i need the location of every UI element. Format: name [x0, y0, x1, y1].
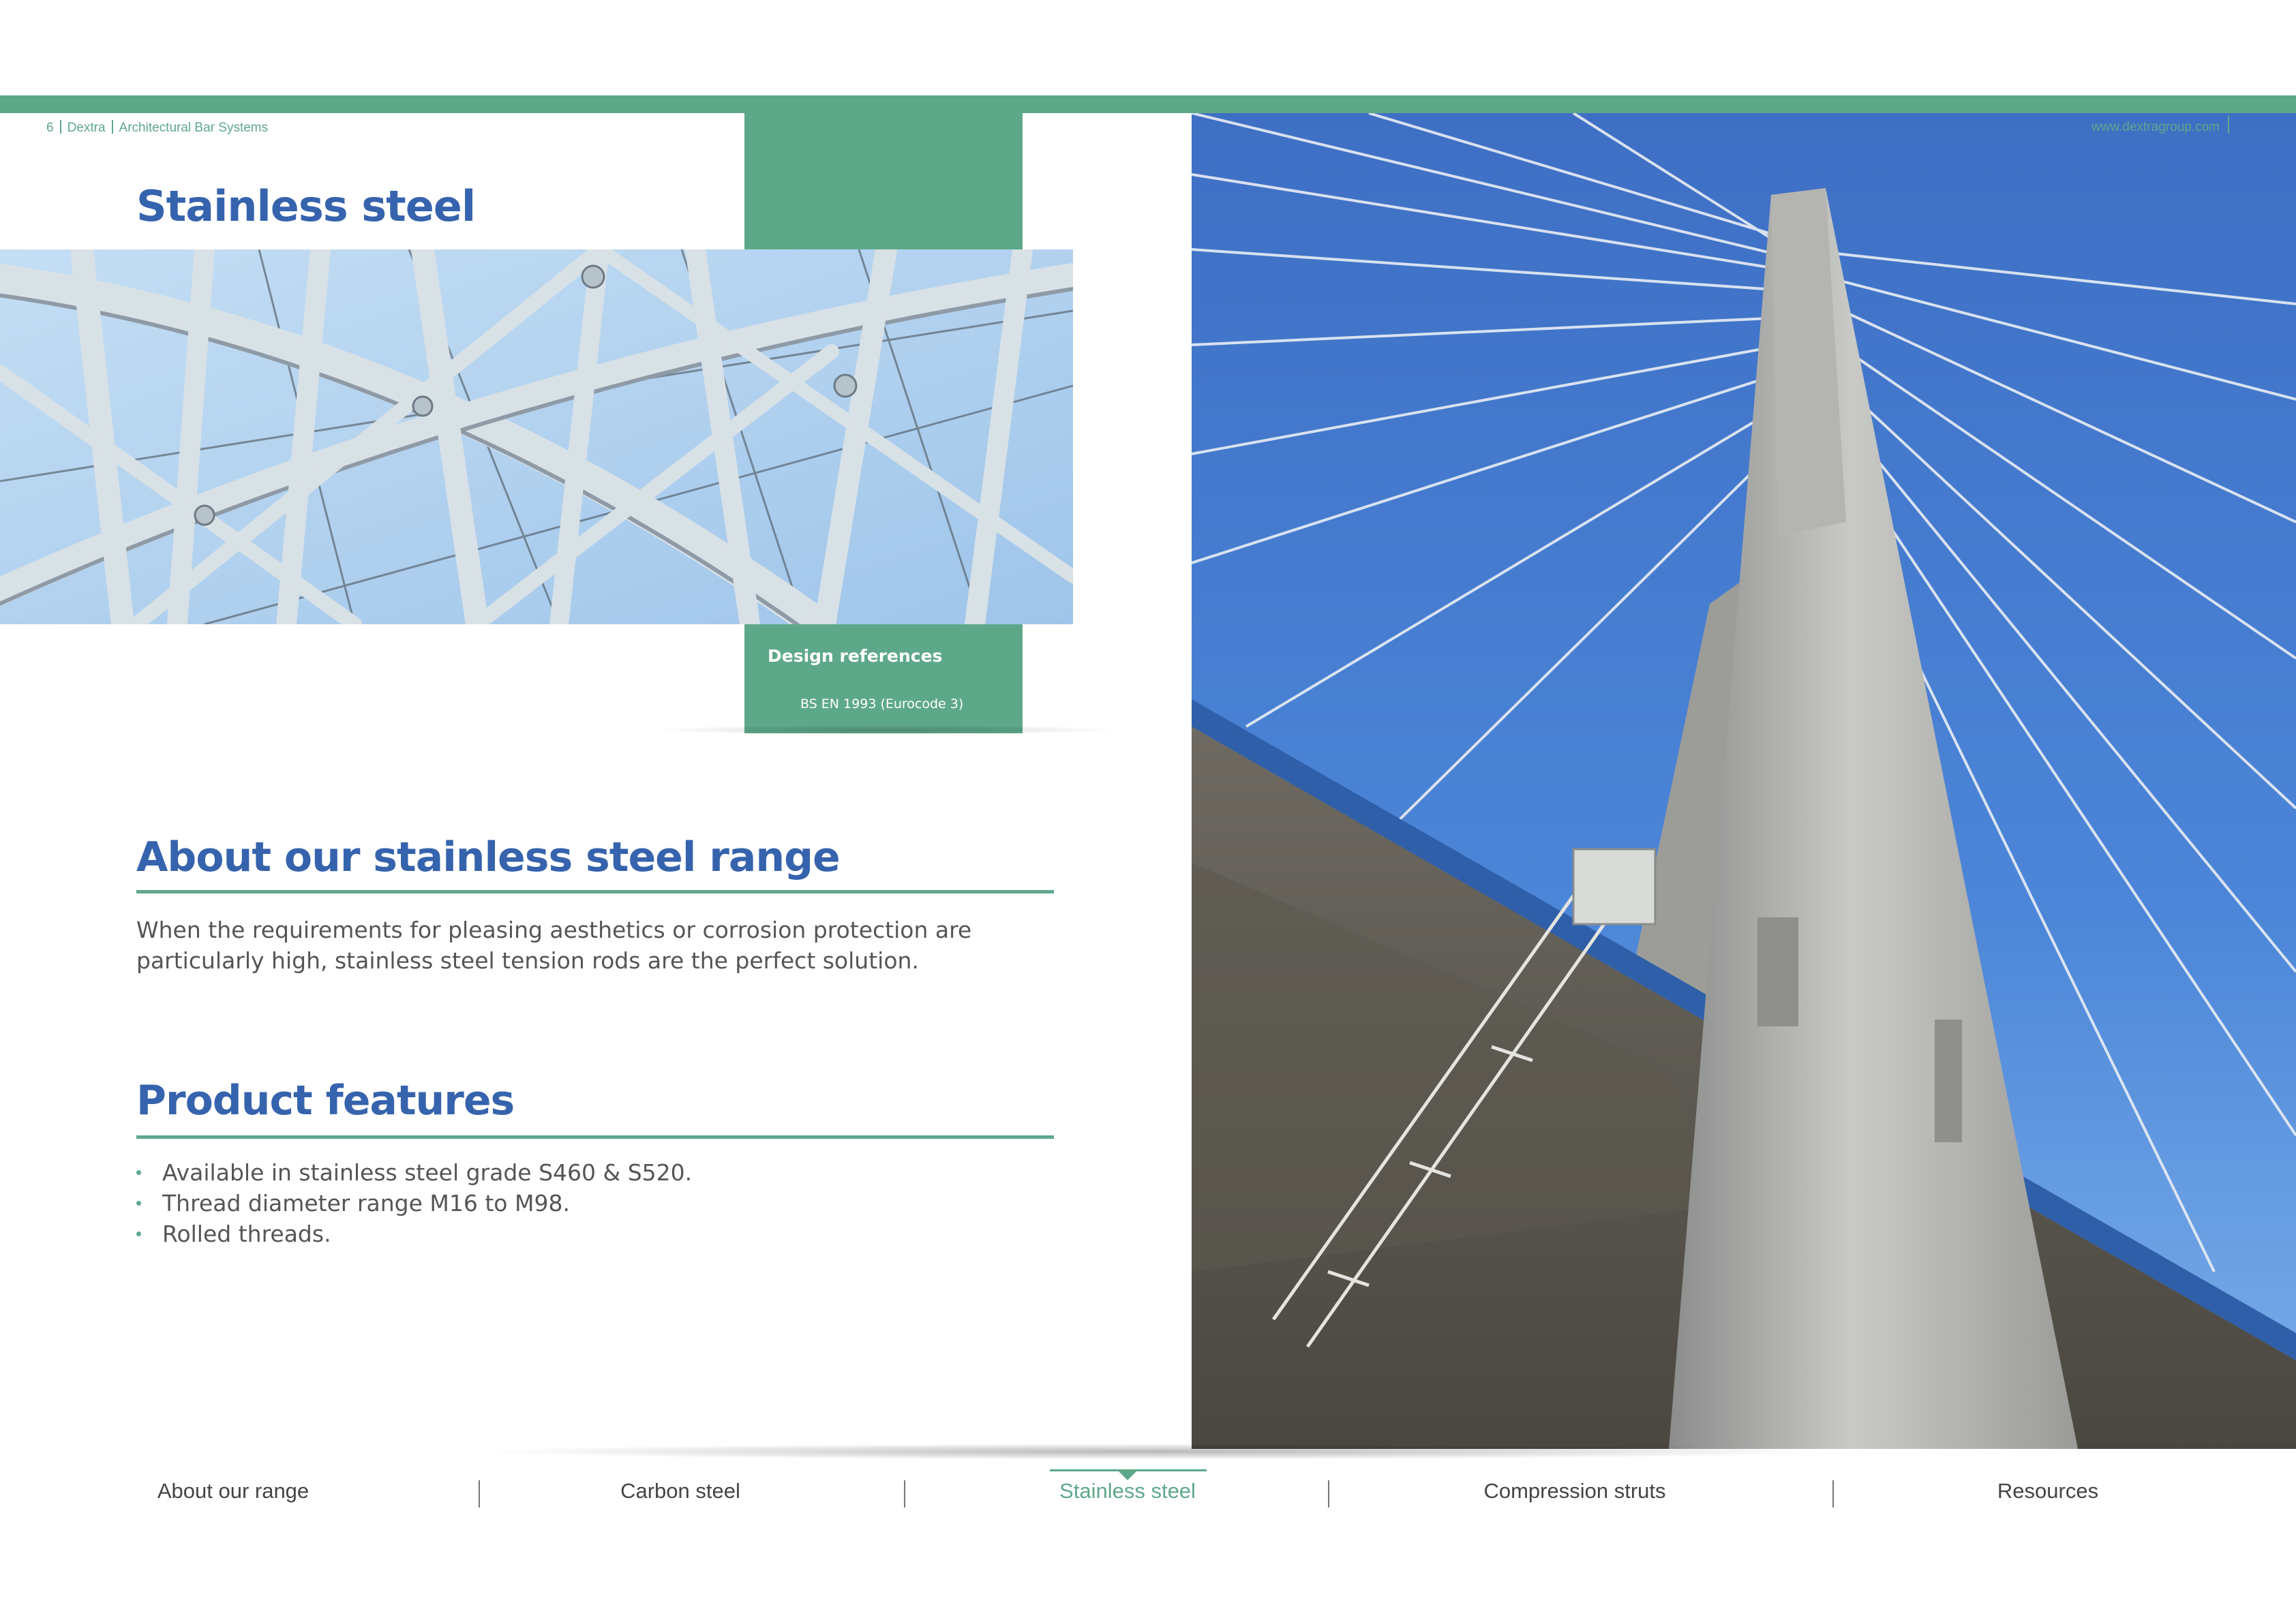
- page-number: 6: [46, 121, 54, 135]
- tab-carbon-steel[interactable]: Carbon steel: [620, 1479, 740, 1503]
- left-page: [0, 113, 1192, 1449]
- tab-about-our-range[interactable]: About our range: [157, 1479, 309, 1503]
- design-references-title: Design references: [768, 646, 943, 666]
- list-item: [136, 1157, 692, 1188]
- tab-stainless-steel[interactable]: Stainless steel: [1059, 1479, 1196, 1503]
- nav-divider: [904, 1480, 905, 1508]
- tab-compression-struts[interactable]: Compression struts: [1483, 1479, 1666, 1503]
- list-item: [136, 1219, 692, 1249]
- bullet-icon: [136, 1201, 141, 1206]
- design-reference-item: BS EN 1993 (Eurocode 3): [800, 697, 964, 711]
- panel-shadow: [648, 725, 1125, 735]
- page-header: [46, 120, 268, 136]
- features-heading: Product features: [136, 1077, 515, 1124]
- page-title: Stainless steel: [136, 181, 476, 231]
- nav-divider: [1328, 1480, 1329, 1508]
- publication-name: Architectural Bar Systems: [119, 121, 269, 135]
- features-list: [136, 1157, 692, 1249]
- accent-block: [744, 113, 1023, 249]
- cable-stayed-bridge-photo: [1192, 113, 2296, 1449]
- header-divider: [60, 120, 61, 134]
- feature-text: Available in stainless steel grade S460 & S520.: [162, 1159, 693, 1186]
- features-heading-rule: [136, 1135, 1054, 1139]
- about-heading-rule: [136, 890, 1054, 893]
- top-accent-band: [0, 95, 2296, 113]
- design-references-panel: [744, 624, 1023, 733]
- about-paragraph: When the requirements for pleasing aesthetics or corrosion protection are particularly high, stainless steel tension rods are the perfect solution.: [136, 917, 972, 974]
- stainless-lattice-photo: [0, 249, 1073, 624]
- nav-divider: [1832, 1480, 1834, 1508]
- feature-text: Rolled threads.: [162, 1221, 331, 1247]
- bullet-icon: [136, 1231, 141, 1236]
- header-divider: [2228, 116, 2229, 134]
- about-heading: About our stainless steel range: [136, 833, 840, 881]
- brand-name: Dextra: [67, 121, 106, 135]
- tab-resources[interactable]: Resources: [1997, 1479, 2099, 1503]
- header-divider: [112, 120, 113, 134]
- nav-divider: [479, 1480, 480, 1508]
- bullet-icon: [136, 1170, 141, 1175]
- nav-shadow: [477, 1443, 1841, 1460]
- website-url: www.dextragroup.com: [2091, 120, 2220, 134]
- feature-text: Thread diameter range M16 to M98.: [162, 1190, 570, 1216]
- list-item: [136, 1188, 692, 1219]
